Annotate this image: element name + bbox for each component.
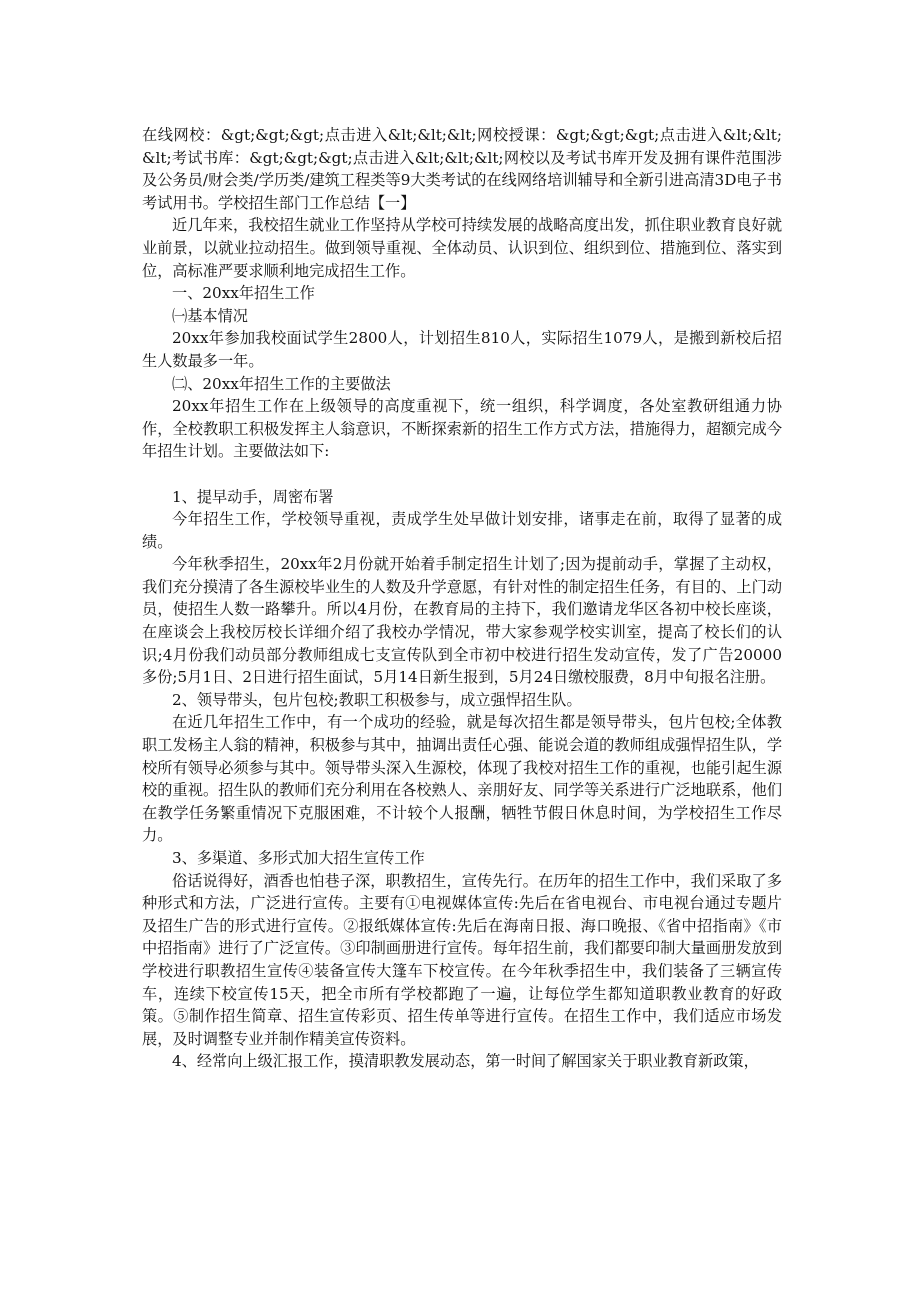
blank-line (142, 463, 782, 486)
subheading-basic: ㈠基本情况 (172, 306, 248, 325)
paragraph-5: 20xx年招生工作在上级领导的高度重视下，统一组织，科学调度，各处室教研组通力协作，全校教职工积极发挥主人翁意识，不断探索新的招生工作方式方法，措施得力，超额完成今年招生计划。主要做法如下: (142, 397, 782, 461)
point-4-heading: 4、经常向上级汇报工作，摸清职教发展动态，第一时间了解国家关于职业教育新政策， (172, 1052, 759, 1071)
paragraph-8: 今年招生工作，学校领导重视，责成学生处早做计划安排，诸事走在前，取得了显著的成绩。 (142, 510, 782, 551)
paragraph-3: 20xx年参加我校面试学生2800人，计划招生810人，实际招生1079人，是搬到新校后招生人数最多一年。 (142, 329, 782, 370)
paragraph-11: 在近几年招生工作中，有一个成功的经验，就是每次招生都是领导带头，包片包校;全体教职工发杨主人翁的精神，积极参与其中，抽调出责任心强、能说会道的教师组成强悍招生队，学校所有领导必须参与其中。领导带头深入生源校，体现了我校对招生工作的重视，也能引起生源校的重视。招生队的教师们充分利用在各校熟人、亲朋好友、同学等关系进行广泛地联系，他们在教学任务繁重情况下克服困难，不计较个人报酬，牺牲节假日休息时间，为学校招生工作尽力。 (142, 713, 782, 845)
paragraph-0: 近几年来，我校招生就业工作坚持从学校可持续发展的战略高度出发，抓住职业教育良好就业前景，以就业拉动招生。做到领导重视、全体动员、认识到位、组织到位、措施到位、落实到位，高标准严要求顺利地完成招生工作。 (142, 216, 782, 280)
point-3-heading: 3、多渠道、多形式加大招生宣传工作 (172, 849, 425, 867)
section-heading-1: 一、20xx年招生工作 (172, 284, 315, 303)
subheading-methods: ㈡、20xx年招生工作的主要做法 (172, 374, 391, 393)
point-1-heading: 1、提早动手，周密布署 (172, 487, 334, 506)
intro-paragraph: 在线网校：&gt;&gt;&gt;点击进入&lt;&lt;&lt;网校授课：&gt;&gt;&gt;点击进入&lt;&lt;&lt;考试书库：&gt;&gt;&gt;点击进入&lt;&lt;&lt;网校以及考试书库开发及拥有课件范围涉及公务员/财会类/学历类/建筑工程类等9大类考试的在线网络培训辅导和全新引进高清3D电子书考试用书。学校招生部门工作总结【一】 (142, 126, 782, 212)
document-body (142, 124, 782, 1073)
paragraph-9: 今年秋季招生，20xx年2月份就开始着手制定招生计划了;因为提前动手，掌握了主动权，我们充分摸清了各生源校毕业生的人数及升学意愿，有针对性的制定招生任务，有目的、上门动员，使招生人数一路攀升。所以4月份，在教育局的主持下，我们邀请龙华区各初中校长座谈，在座谈会上我校厉校长详细介绍了我校办学情况，带大家参观学校实训室，提高了校长们的认识;4月份我们动员部分教师组成七支宣传队到全市初中校进行招生发动宣传，发了广告20000多份;5月1日、2日进行招生面试，5月14日新生报到，5月24日缴校服费，8月中旬报名注册。 (142, 555, 782, 687)
paragraph-13: 俗话说得好，酒香也怕巷子深，职教招生，宣传先行。在历年的招生工作中，我们采取了多种形式和方法，广泛进行宣传。主要有①电视媒体宣传:先后在省电视台、市电视台通过专题片及招生广告的形式进行宣传。②报纸媒体宣传:先后在海南日报、海口晚报、《省中招指南》《市中招指南》进行了广泛宣传。③印制画册进行宣传。每年招生前，我们都要印制大量画册发放到学校进行职教招生宣传④装备宣传大篷车下校宣传。在今年秋季招生中，我们装备了三辆宣传车，连续下校宣传15天，把全市所有学校都跑了一遍，让每位学生都知道职教业教育的好政策。⑤制作招生简章、招生宣传彩页、招生传单等进行宣传。在招生工作中，我们适应市场发展，及时调整专业并制作精美宣传资料。 (142, 871, 782, 1048)
point-2-heading: 2、领导带头，包片包校;教职工积极参与，成立强悍招生队。 (172, 690, 582, 709)
